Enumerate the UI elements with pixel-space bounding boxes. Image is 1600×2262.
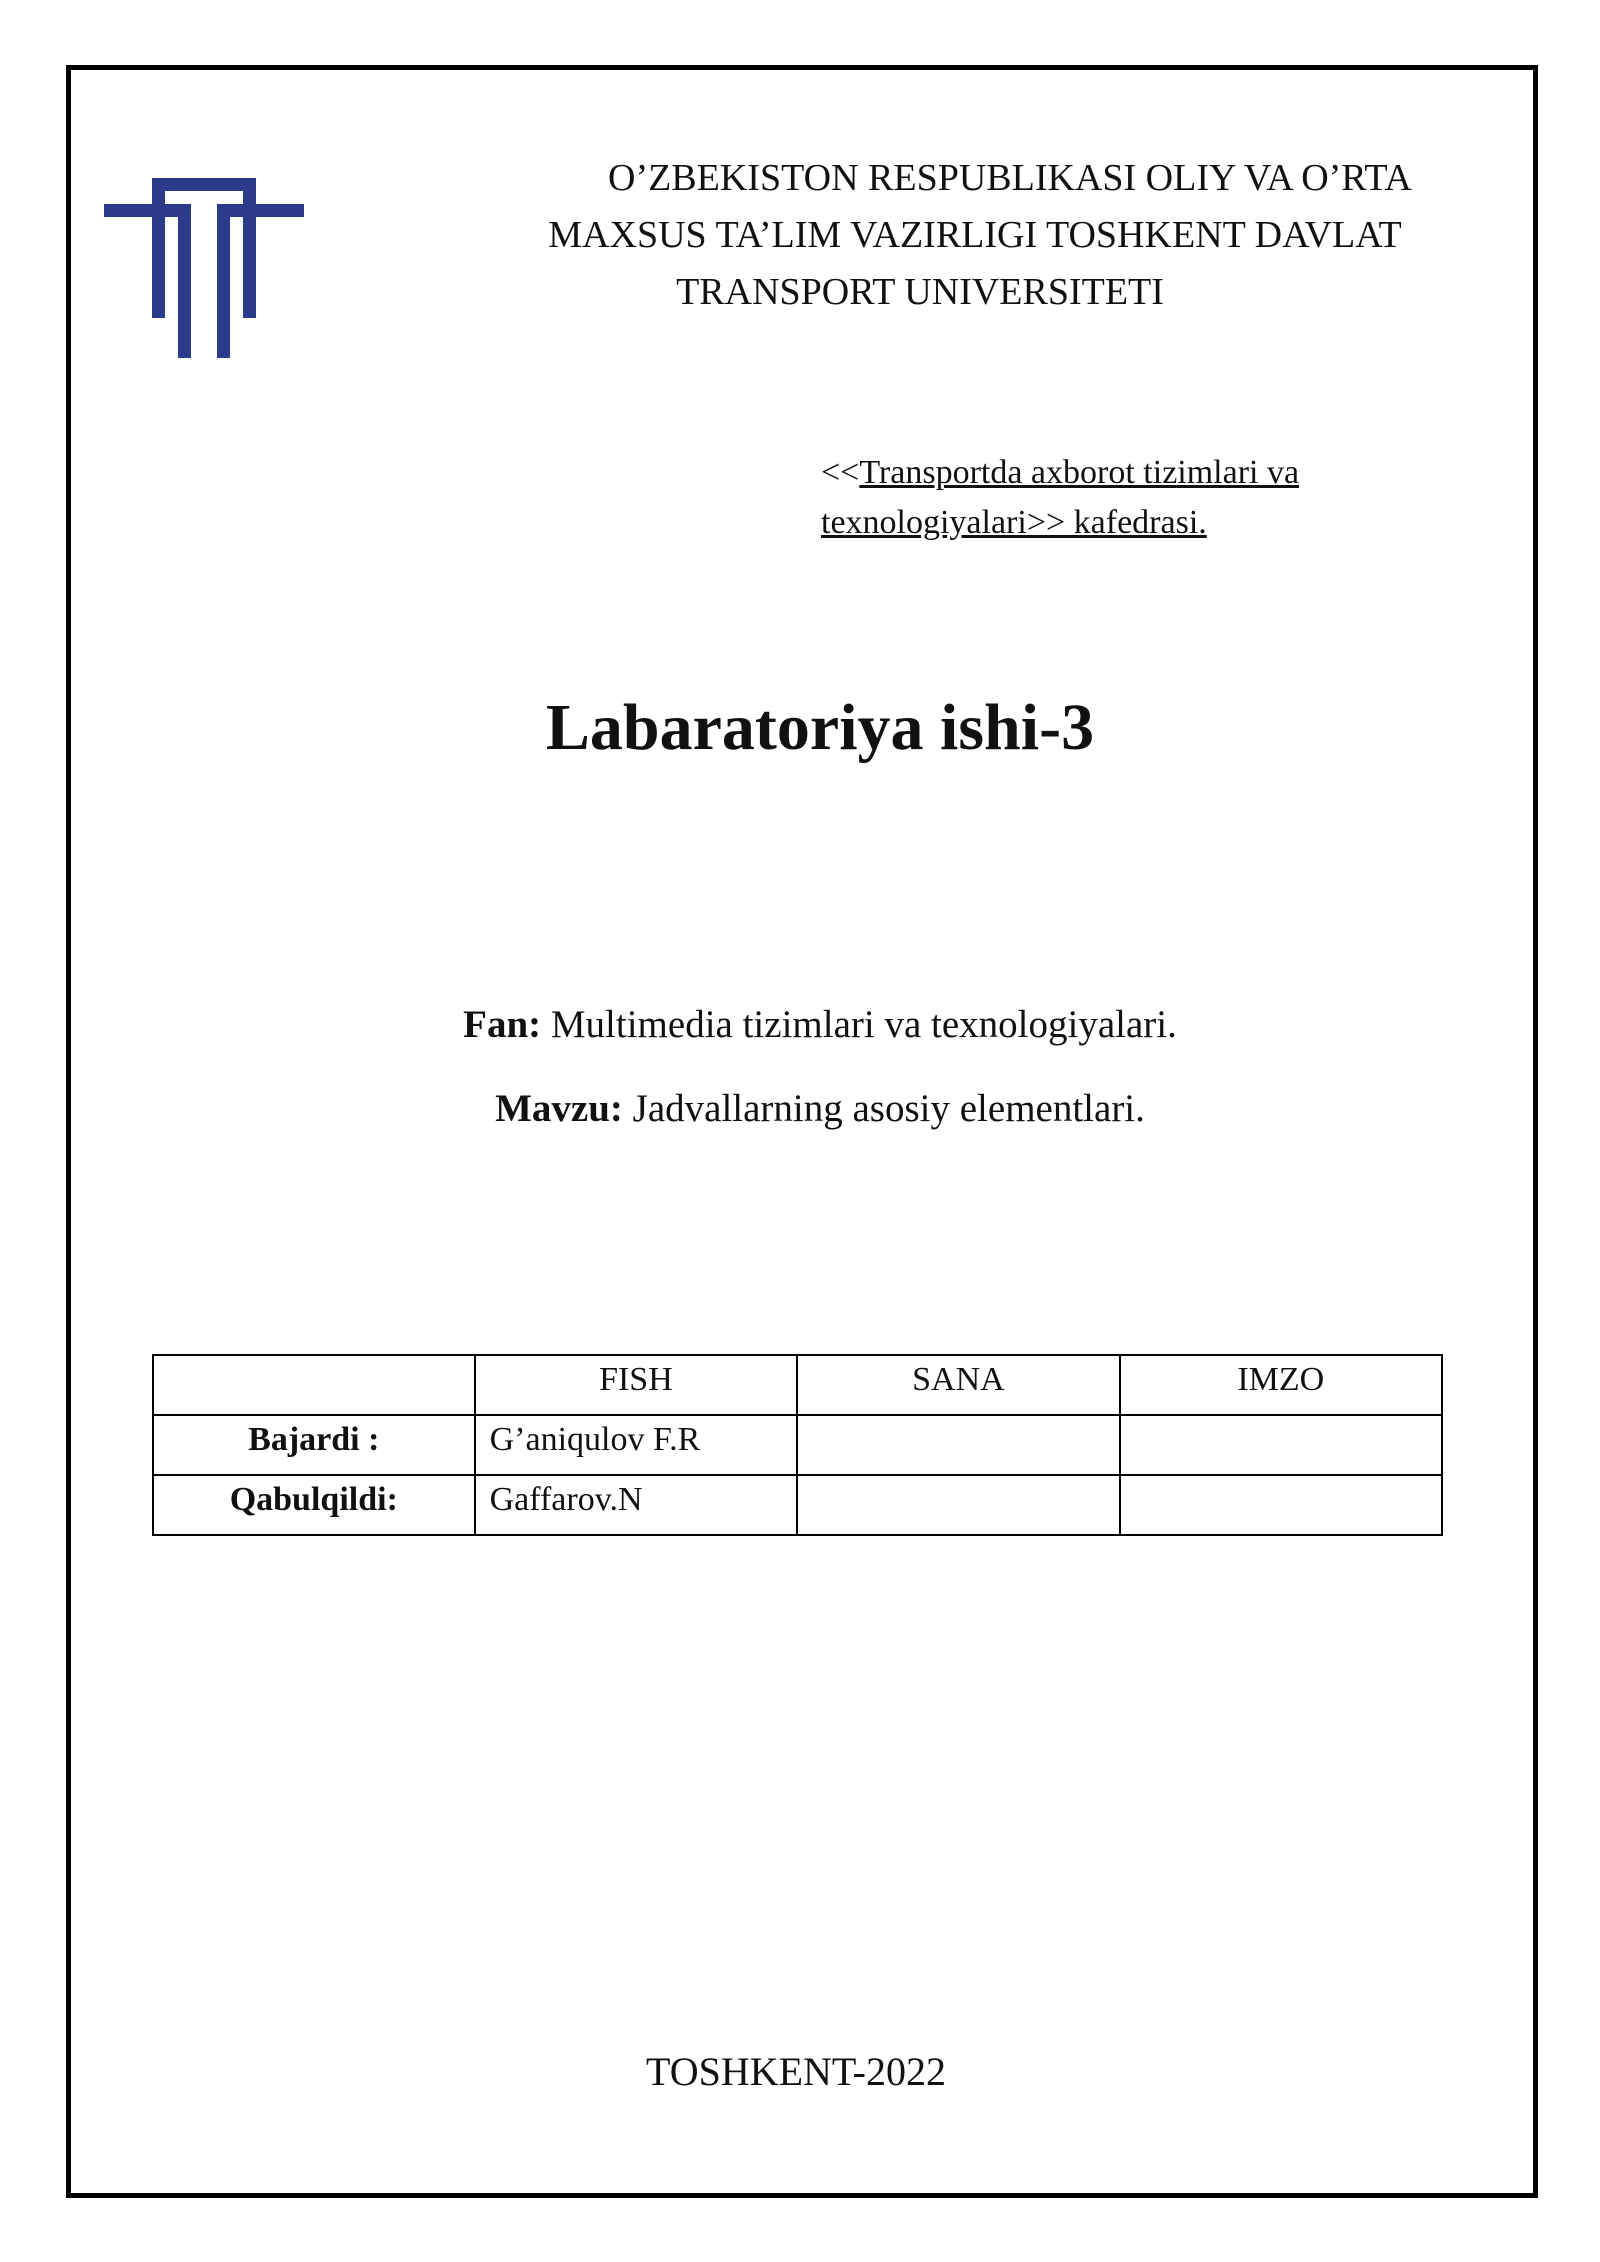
header-line-2: MAXSUS TA’LIM VAZIRLIGI TOSHKENT DAVLAT xyxy=(548,214,1402,256)
table-row xyxy=(153,1415,1442,1475)
subject-label: Fan: xyxy=(463,1003,542,1046)
table-header-sana: SANA xyxy=(797,1355,1119,1415)
department-name xyxy=(821,448,1299,548)
table-cell-role: Bajardi : xyxy=(153,1415,475,1475)
topic-value: Jadvallarning asosiy elementlari. xyxy=(622,1087,1145,1130)
subject-value: Multimedia tizimlari va texnologiyalari. xyxy=(541,1003,1177,1046)
table-header-fish: FISH xyxy=(475,1355,798,1415)
signature-table xyxy=(152,1354,1443,1536)
subject-line xyxy=(0,1002,1600,1047)
table-cell-sana xyxy=(797,1415,1119,1475)
document-title: Labaratoriya ishi-3 xyxy=(545,691,1095,764)
table-row xyxy=(153,1475,1442,1535)
header-line-3: TRANSPORT UNIVERSITETI xyxy=(676,271,1164,313)
table-cell-imzo xyxy=(1120,1415,1442,1475)
department-line-1: Transportda axborot tizimlari va xyxy=(859,454,1300,491)
table-header-imzo: IMZO xyxy=(1120,1355,1442,1415)
university-logo-icon xyxy=(104,178,304,358)
table-cell-role: Qabulqildi: xyxy=(153,1475,475,1535)
table-cell-fish: G’aniqulov F.R xyxy=(475,1415,798,1475)
university-header xyxy=(440,150,1510,321)
table-cell-fish: Gaffarov.N xyxy=(475,1475,798,1535)
header-line-1: O’ZBEKISTON RESPUBLIKASI OLIY VA O’RTA xyxy=(608,157,1412,199)
topic-line xyxy=(0,1086,1600,1131)
department-prefix: << xyxy=(821,454,860,491)
topic-label: Mavzu: xyxy=(495,1087,623,1130)
table-header-empty xyxy=(153,1355,475,1415)
table-cell-imzo xyxy=(1120,1475,1442,1535)
page-border xyxy=(66,65,1538,2198)
table-cell-sana xyxy=(797,1475,1119,1535)
department-line-2: texnologiyalari>> kafedrasi. xyxy=(821,504,1207,541)
footer-city-year: TOSHKENT-2022 xyxy=(645,2049,947,2094)
table-header-row xyxy=(153,1355,1442,1415)
